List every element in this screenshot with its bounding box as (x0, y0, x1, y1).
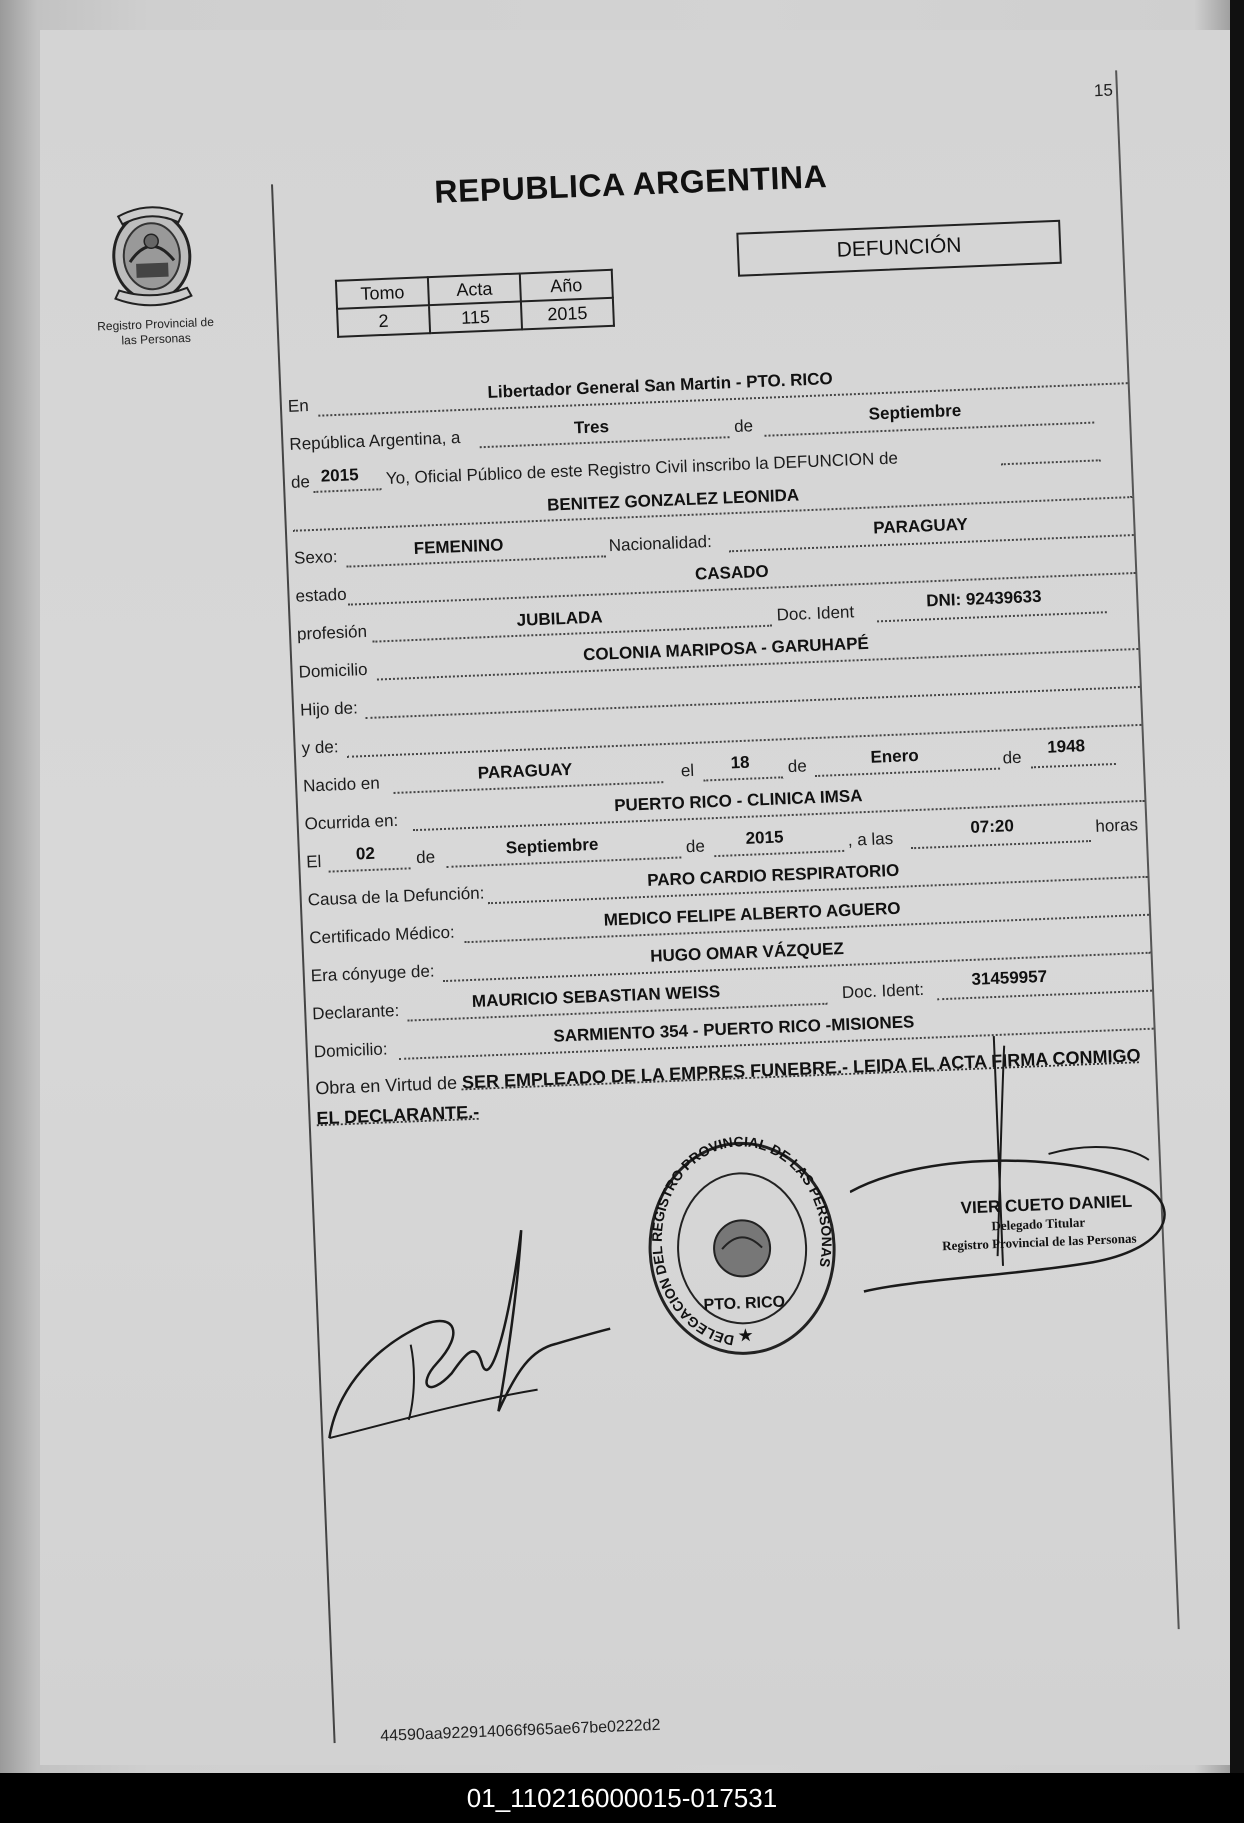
value-birth-year: 1948 (1046, 736, 1086, 757)
label-declarante: Declarante: (311, 1000, 400, 1024)
label-horas: horas (1095, 815, 1139, 836)
dotted-line (1001, 459, 1101, 465)
label-doc-ident: Doc. Ident (776, 602, 855, 625)
svg-text:DELEGACION DEL REGISTRO PROVIN: DELEGACION DEL REGISTRO PROVINCIAL DE LAS PERSONAS (648, 1133, 835, 1349)
dotted-line (815, 768, 1000, 777)
registry-caption: Registro Provincial de las Personas (96, 314, 215, 348)
value-death-year: 2015 (745, 827, 784, 848)
label-ocurrida-en: Ocurrida en: (304, 810, 399, 834)
acta-header-ano: Año (520, 270, 613, 302)
dotted-line (346, 555, 606, 567)
svg-text:★: ★ (737, 1324, 755, 1346)
label-nacionalidad: Nacionalidad: (608, 532, 713, 556)
value-death-time: 07:20 (969, 816, 1015, 837)
dotted-line (313, 488, 381, 493)
value-deceased-name: BENITEZ GONZALEZ LEONIDA (546, 485, 800, 515)
dotted-line (877, 611, 1107, 622)
value-nationality: PARAGUAY (872, 514, 969, 538)
label-de: de (1002, 747, 1022, 768)
acta-header-tomo: Tomo (336, 277, 429, 309)
label-conyuge: Era cónyuge de: (310, 961, 435, 986)
label-a-las: , a las (847, 828, 894, 850)
value-death-month: Septiembre (505, 834, 599, 858)
label-de: de (685, 836, 706, 857)
misiones-crest-icon (100, 199, 204, 313)
value-declarant-address: SARMIENTO 354 - PUERTO RICO -MISIONES (553, 1012, 915, 1046)
value-year: 2015 (320, 465, 359, 486)
value-death-day: 02 (355, 843, 376, 864)
label-sexo: Sexo: (293, 547, 338, 568)
value-month: Septiembre (868, 400, 962, 424)
value-spouse: HUGO OMAR VÁZQUEZ (649, 939, 845, 966)
label-profesion: profesión (296, 621, 368, 644)
dotted-line (365, 686, 1139, 719)
value-declarant-doc: 31459957 (971, 966, 1048, 989)
value-civil-status: CASADO (694, 561, 769, 584)
label-nacido-en: Nacido en (302, 773, 381, 796)
registrar-signature (843, 1018, 1195, 1331)
declarant-signature (311, 1217, 620, 1459)
svg-text:PTO. RICO: PTO. RICO (703, 1293, 786, 1314)
document-hash: 44590aa922914066f965ae67be0222d2 (380, 1716, 661, 1745)
value-death-place: PUERTO RICO - CLINICA IMSA (613, 786, 863, 816)
svg-text:VIER CUETO DANIEL: VIER CUETO DANIEL (960, 1191, 1133, 1218)
value-birth-day: 18 (730, 752, 750, 773)
dotted-line (1031, 763, 1116, 768)
dotted-line (714, 850, 844, 857)
document-type-box: DEFUNCIÓN (736, 220, 1062, 277)
value-medical-certificate: MEDICO FELIPE ALBERTO AGUERO (603, 898, 901, 930)
label-doc-ident-declarant: Doc. Ident: (841, 979, 925, 1003)
value-day-word: Tres (573, 417, 610, 438)
label-yo-oficial: Yo, Oficial Público de este Registro Civil inscribo la DEFUNCION de (385, 448, 899, 489)
dotted-line (703, 776, 783, 781)
acta-value-tomo: 2 (337, 305, 430, 337)
label-de-year: de (290, 472, 311, 492)
dotted-line (729, 534, 1134, 552)
scan-file-id: 01_110216000015-017531 (0, 1773, 1244, 1823)
value-place: Libertador General San Martin - PTO. RICO (487, 369, 834, 402)
acta-value-ano: 2015 (521, 298, 614, 330)
value-virtue-text: SER EMPLEADO DE LA EMPRES FUNEBRE.- LEIDA EL ACTA FIRMA CONMIGO EL DECLARANTE.- (316, 1045, 1141, 1129)
label-certificado: Certificado Médico: (308, 922, 456, 948)
value-declarant: MAURICIO SEBASTIAN WEISS (471, 982, 721, 1011)
label-hijo-de: Hijo de: (299, 698, 359, 720)
dotted-line (480, 436, 730, 448)
label-obra-en-virtud: Obra en Virtud de (314, 1072, 458, 1099)
label-el-date: El (305, 851, 322, 872)
right-margin-rule (1115, 70, 1180, 1629)
acta-header-acta: Acta (428, 273, 521, 305)
official-stamp (638, 1132, 847, 1370)
dotted-line (764, 422, 1094, 437)
dotted-line (447, 856, 682, 867)
page-number: 15 (1093, 80, 1114, 101)
label-de: de (733, 416, 754, 436)
svg-text:Registro Provincial de las Per: Registro Provincial de las Personas (941, 1230, 1137, 1254)
page-title: REPUBLICA ARGENTINA (433, 158, 828, 210)
acta-table (335, 269, 615, 338)
svg-text:Delegado Titular: Delegado Titular (991, 1214, 1086, 1234)
scan-edge (1230, 0, 1244, 1773)
label-republica-a: República Argentina, a (289, 428, 461, 454)
value-birth-month: Enero (870, 745, 920, 767)
dotted-line (911, 840, 1091, 849)
value-cause: PARO CARDIO RESPIRATORIO (646, 860, 900, 890)
value-address: COLONIA MARIPOSA - GARUHAPÉ (582, 633, 870, 665)
value-birth-place: PARAGUAY (477, 759, 573, 783)
dotted-line (329, 867, 411, 872)
label-el: el (680, 760, 695, 781)
value-profession: JUBILADA (516, 607, 603, 630)
label-de: de (787, 756, 808, 777)
value-sex: FEMENINO (413, 535, 504, 558)
acta-value-acta: 115 (429, 301, 522, 333)
label-domicilio-declarant: Domicilio: (313, 1039, 388, 1062)
label-y-de: y de: (301, 737, 339, 758)
label-estado: estado (295, 584, 347, 606)
left-margin-rule (271, 184, 336, 1743)
value-document: DNI: 92439633 (925, 586, 1042, 611)
label-en: En (287, 396, 310, 416)
label-domicilio: Domicilio (298, 659, 368, 682)
dotted-line (393, 781, 663, 794)
label-de: de (415, 847, 436, 868)
label-causa: Causa de la Defunción: (307, 883, 485, 910)
dotted-line (937, 990, 1152, 1001)
